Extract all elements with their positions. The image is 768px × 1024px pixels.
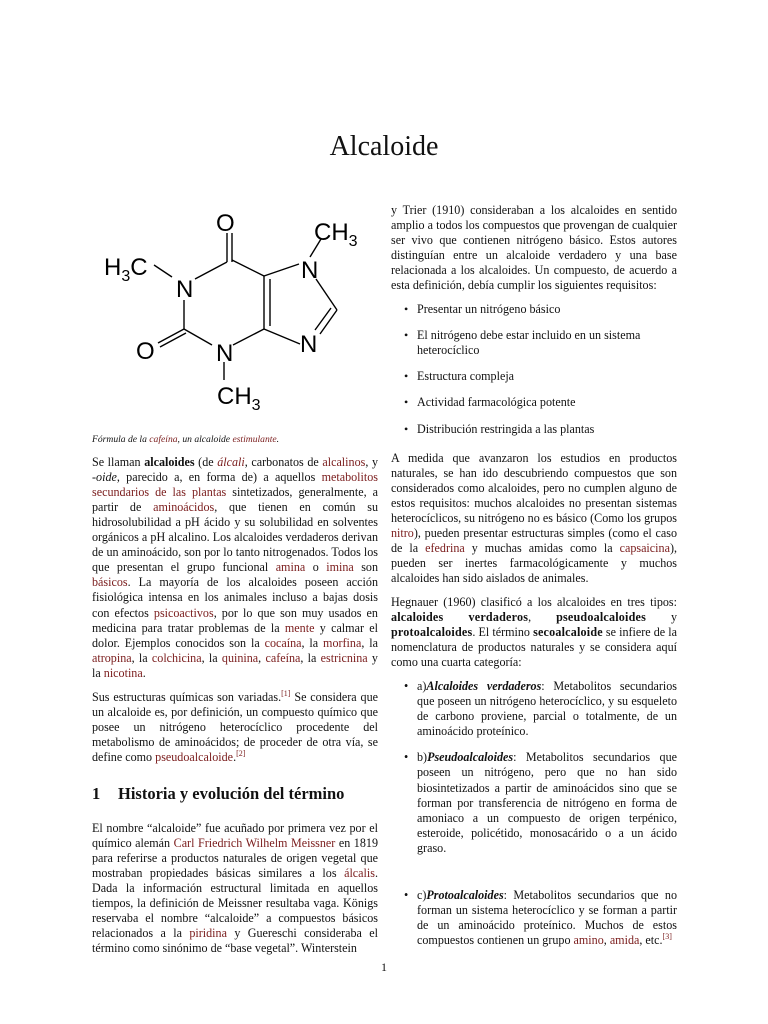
link-imina[interactable]: imina [326,560,354,575]
bond [264,264,299,276]
link-quinina[interactable]: quinina [221,650,259,665]
link-nicotina[interactable]: nicotina [103,665,143,680]
link-cafeina[interactable]: cafeína [149,434,178,446]
list-item: • Presentar un nitrógeno básico [404,302,677,317]
bond [195,262,227,279]
page-number: 1 [381,960,387,974]
atom-oxygen-top: O [216,210,235,237]
list-item: • Distribución restringida a las plantas [404,422,677,437]
hegnauer-paragraph: Hegnauer (1960) clasificó a los alcaloides en tres tipos: alcaloides verdaderos, pseudoalcaloides y protoalcaloides. El término secoalcaloide se infiere de la nomenclatura de productos naturales y se considera aquí como una cuarta categoría: [391,594,677,670]
atom-nitrogen-3: N [216,340,234,367]
link-cafeina-2[interactable]: cafeína [265,650,301,665]
link-capsaicina[interactable]: capsaicina [619,540,670,555]
bond [154,265,172,277]
link-nitro[interactable]: nitro [391,525,414,540]
link-aminoacidos[interactable]: aminoácidos [153,500,215,515]
link-alcalinos[interactable]: alcalinos [322,455,366,470]
winterstein-paragraph: y Trier (1910) consideraban a los alcaloides en sentido amplio a todos los compuestos que provengan de cualquier ser vivo que contienen nitrógeno básico. Estos autores distinguían entre un alcaloide verdadero y una base relacionada a los alcaloides. Un compuesto, de acuerdo a esta definición, debía cumplir los siguientes requisitos: [391,203,677,293]
link-metabolitos-secundarios[interactable]: metabolitos secundarios de las plantas [92,470,378,500]
atom-nitrogen-7: N [301,257,319,284]
link-piridina[interactable]: piridina [189,926,227,941]
intro-paragraph: Se llaman alcaloides (de álcali, carbonatos de alcalinos, y -oide, parecido a, en forma de) a aquellos metabolitos secundarios de las plantas sintetizados, generalmente, a partir de aminoácidos, que tienen en común su hidrosolubilidad a pH ácido y su solubilidad en solventes orgánicos a pH alcalino. Los alcaloides verdaderos derivan de un aminoácido, son por lo tanto nitrogenados. Todos los que presentan el grupo funcional amina o imina son básicos. La mayoría de los alcaloides poseen acción fisiológica intensa en los animales incluso a bajas dosis con efectos psicoactivos, por lo que son muy usados en medicina para tratar problemas de la mente y calmar el dolor. Ejemplos conocidos son la cocaína, la morfina, la atropina, la colchicina, la quinina, cafeína, la estricnina y la nicotina. [92,455,379,680]
figure-caption: Fórmula de la cafeína, un alcaloide estimulante. [92,434,280,446]
link-basicos[interactable]: básicos [92,575,128,590]
section-heading-historia: 1 Historia y evolución del término [92,783,345,803]
link-alcali[interactable]: álcali [217,455,245,470]
atom-h3c-left: $H_3C$ [104,254,148,285]
list-item: • b)Pseudoalcaloides: Metabolitos secundarios que poseen un nitrógeno, pero que no han sido biosintetizados a partir de aminoácidos sino que se forman por transferencia de nitrógeno en forma de amoniaco a un compuesto de origen terpénico, esteroide, policétido, monosacárido o a un ácido graso. [404,750,677,855]
atom-ch3-top: $CH_3$ [314,219,358,250]
list-item: • El nitrógeno debe estar incluido en un sistema heterocíclico [404,328,677,358]
bond [233,329,264,345]
link-amino[interactable]: amino [573,932,604,947]
atom-ch3-bottom: $CH_3$ [217,383,261,414]
bond [184,329,212,345]
alkaloid-types-list [391,679,677,948]
link-pseudoalcaloide[interactable]: pseudoalcaloide [155,749,234,764]
link-estricnina[interactable]: estricnina [320,650,368,665]
caffeine-structure-figure [92,202,378,430]
link-amida[interactable]: amida [609,932,640,947]
history-paragraph: El nombre “alcaloide” fue acuñado por primera vez por el químico alemán Carl Friedrich Wilhelm Meissner en 1819 para referirse a productos naturales de origen vegetal que mostraban propiedades básicas similares a los álcalis. Dada la información estructural limitada en aquellos tiempos, la definición de Meissner resultaba vaga. Königs reservaba el nombre “alcaloide” a compuestos básicos relacionados a la piridina y Guereschi consideraba el término como sinónimo de “base vegetal”. Winterstein [92,820,378,956]
link-estimulante[interactable]: estimulante [232,434,277,446]
atom-nitrogen-1: N [176,276,194,303]
left-column [92,202,378,965]
bond [320,310,337,334]
link-atropina[interactable]: atropina [92,650,132,665]
reference-3[interactable]: [3] [662,931,672,941]
link-amina[interactable]: amina [275,560,306,575]
list-item: • c)Protoalcaloides: Metabolitos secundarios que no forman un sistema heterocíclico y se forman a partir de un aminoácido proteínico. Muchos de estos compuestos contienen un grupo amino, amida, etc.[3] [404,888,677,948]
page-title: Alcaloide [329,130,439,162]
advance-paragraph: A medida que avanzaron los estudios en productos naturales, se han ido descubriendo compuestos que son considerados como alcaloides, pero no cumplen alguno de estos requisitos: muchos alcaloides no presentan sistemas heterocíclicos, su nitrógeno no es básico (Como los grupos nitro), pueden presentar estructuras simples (como el caso de la efedrina y muchas amidas como la capsaicina), pueden ser inertes farmacológicamente y muchos alcaloides han sido aislados de animales. [391,450,677,585]
reference-2[interactable]: [2] [236,748,246,758]
link-alcalis[interactable]: álcalis [344,866,375,881]
link-psicoactivos[interactable]: psicoactivos [153,605,214,620]
link-efedrina[interactable]: efedrina [425,540,465,555]
bond [232,260,264,276]
link-mente[interactable]: mente [284,620,315,635]
list-item: • a)Alcaloides verdaderos: Metabolitos secundarios que poseen un nitrógeno heterocíclico, y su esqueleto de carbono proviene, parcial o totalmente, de un aminoácido proteínico. [404,679,677,739]
link-morfina[interactable]: morfina [323,635,362,650]
atom-oxygen-left: O [136,338,155,365]
bond [316,279,337,310]
link-meissner[interactable]: Carl Friedrich Wilhelm Meissner [173,836,336,851]
list-item: • Actividad farmacológica potente [404,395,677,410]
atom-nitrogen-9: N [300,331,318,358]
link-colchicina[interactable]: colchicina [151,650,202,665]
right-column [391,203,677,959]
link-cocaina[interactable]: cocaína [264,635,302,650]
bond [264,329,300,344]
list-item: • Estructura compleja [404,369,677,384]
structures-paragraph: Sus estructuras químicas son variadas.[1] Se considera que un alcaloide es, por definición, un compuesto químico que posee un nitrógeno heterocíclico procedente del metabolismo de aminoácidos; de proceder de otra vía, se define como pseudoalcaloide.[2] [92,688,378,764]
requirements-list [391,302,677,436]
reference-1[interactable]: [1] [281,688,291,698]
bond [315,308,331,330]
